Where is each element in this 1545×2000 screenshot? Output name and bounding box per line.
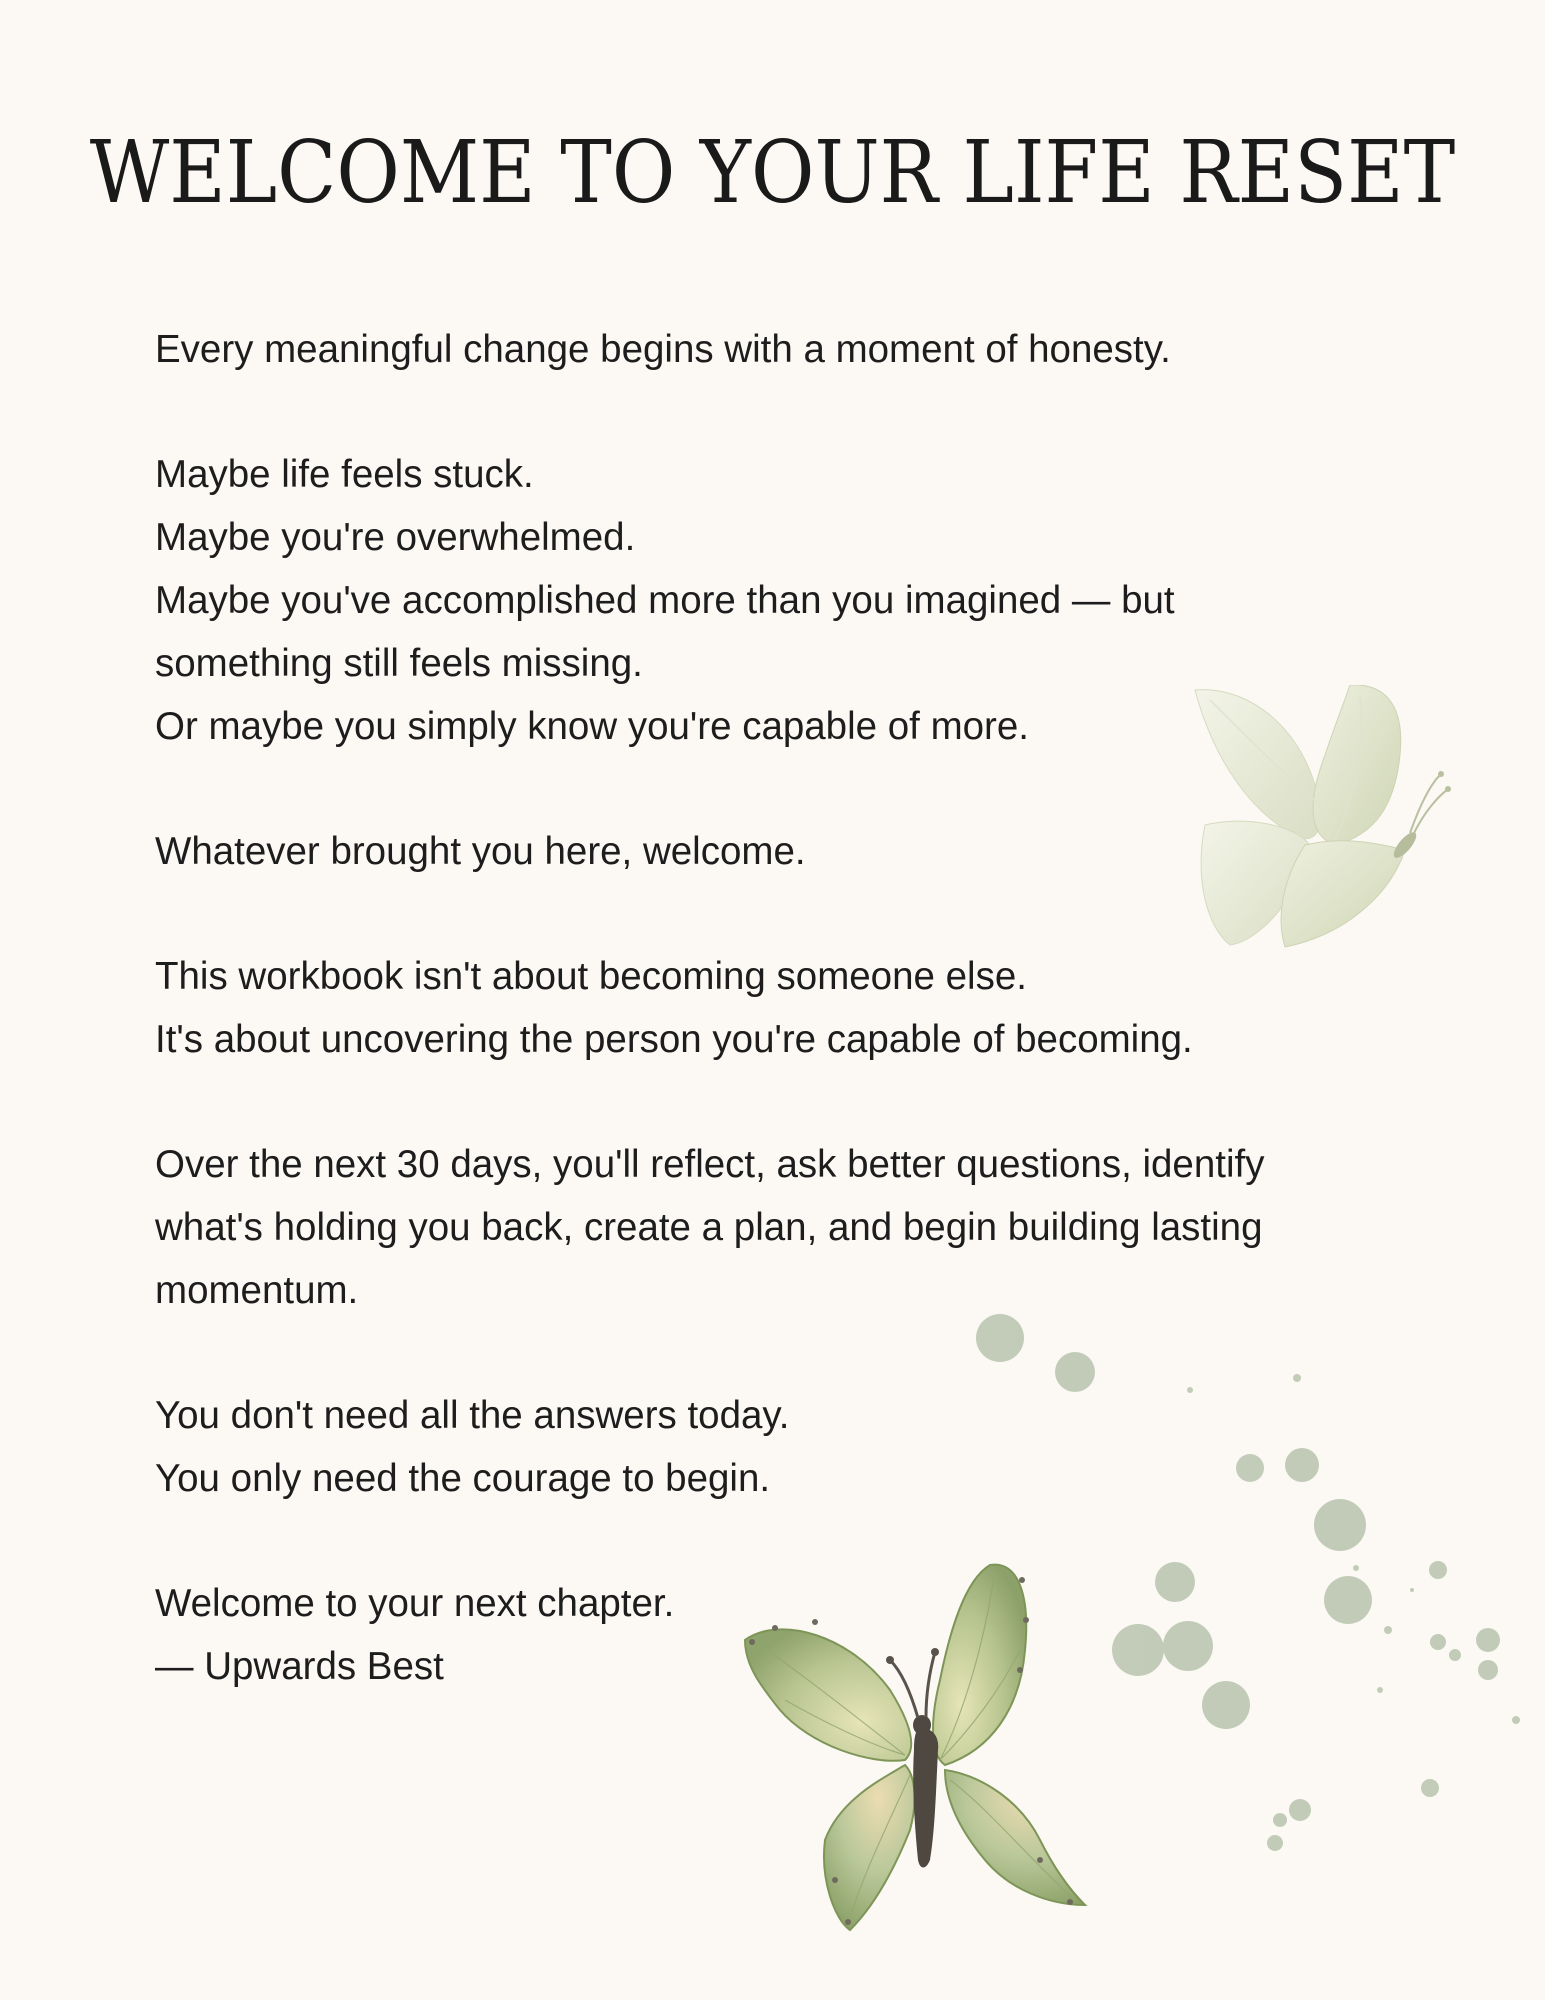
text-line: You don't need all the answers today. [155, 1394, 790, 1437]
text-line: Or maybe you simply know you're capable of more. [155, 705, 1029, 748]
text-line: Welcome to your next chapter. [155, 1582, 675, 1625]
text-line: Every meaningful change begins with a moment of honesty. [155, 328, 1171, 371]
text-line: Whatever brought you here, welcome. [155, 830, 806, 873]
signature-line: — Upwards Best [155, 1645, 444, 1688]
text-line: Maybe you're overwhelmed. [155, 516, 636, 559]
paragraph [155, 318, 1385, 381]
text-line: It's about uncovering the person you're capable of becoming. [155, 1018, 1193, 1061]
green-butterfly-icon [740, 1560, 1090, 1935]
text-line: You only need the courage to begin. [155, 1457, 771, 1500]
text-line: Over the next 30 days, you'll reflect, ask better questions, identify [155, 1143, 1265, 1186]
text-line: what's holding you back, create a plan, and begin building lasting [155, 1206, 1263, 1249]
white-butterfly-icon [1185, 685, 1455, 950]
text-line: This workbook isn't about becoming someone else. [155, 955, 1027, 998]
text-line: something still feels missing. [155, 642, 643, 685]
paragraph [155, 945, 1385, 1071]
text-line: Maybe life feels stuck. [155, 453, 534, 496]
text-line: momentum. [155, 1269, 359, 1312]
text-line: Maybe you've accomplished more than you imagined — but [155, 579, 1175, 622]
paragraph [155, 1133, 1385, 1322]
page-title: WELCOME TO YOUR LIFE RESET [89, 123, 1456, 223]
